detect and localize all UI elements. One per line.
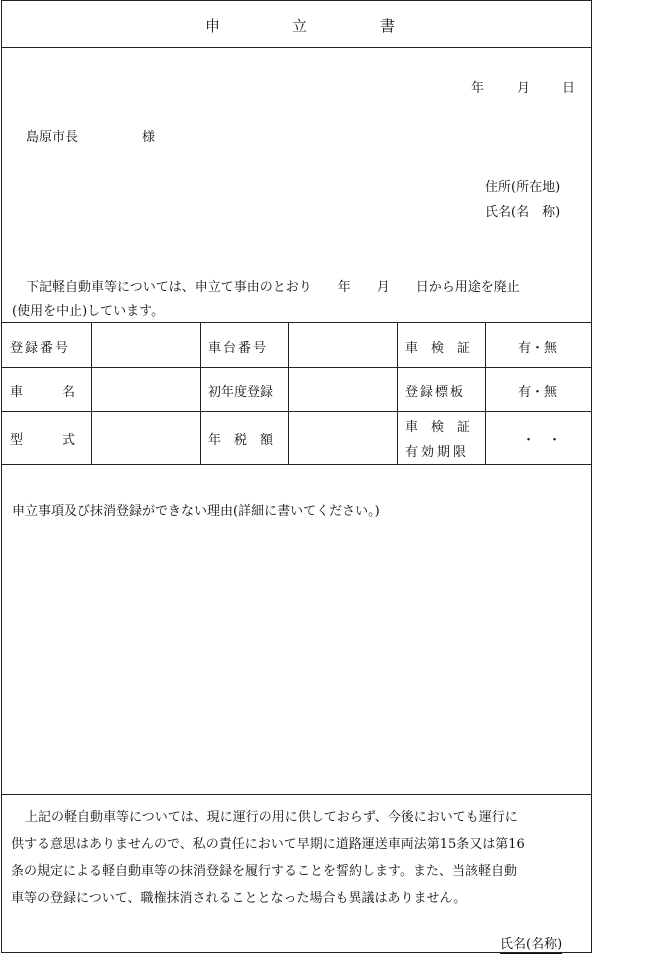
table-col-divider-5 — [485, 323, 486, 464]
annual-tax-label: 年 税 額 — [208, 433, 274, 448]
title-char-2: 立 — [292, 17, 308, 35]
chassis-number-label: 車台番号 — [208, 341, 269, 356]
statement-line-2: (使用を中止)しています。 — [12, 304, 165, 319]
reg-plate-label: 登録標板 — [405, 385, 466, 400]
statement-line-1: 下記軽自動車等については、申立て事由のとおり 年 月 日から用途を廃止 — [26, 280, 520, 295]
table-col-divider-1 — [91, 323, 92, 464]
title-char-3: 書 — [380, 17, 396, 35]
title-char-1: 申 — [205, 17, 221, 35]
pledge-line-2: 供する意思はありませんので、私の責任において早期に道路運送車両法第15条又は第16 — [11, 837, 525, 852]
cert-valid-label-2: 有効期限 — [405, 445, 470, 460]
reg-plate-yes-no: 有・無 — [518, 385, 558, 400]
addressee-honorific: 様 — [142, 130, 156, 145]
signature-label: 氏名(名称) — [500, 933, 562, 954]
pledge-line-1: 上記の軽自動車等については、現に運行の用に供しておらず、今後においても運行に — [25, 810, 518, 825]
vehicle-info-table — [2, 322, 591, 465]
pledge-line-3: 条の規定による軽自動車等の抹消登録を履行することを誓約します。また、当該軽自動 — [11, 864, 517, 879]
addressee-name: 島原市長 — [26, 130, 79, 145]
inspection-cert-yes-no: 有・無 — [518, 341, 558, 356]
reason-label: 申立事項及び抹消登録ができない理由(詳細に書いてください。) — [12, 504, 380, 519]
application-form — [1, 0, 592, 953]
date-month: 月 — [517, 81, 531, 96]
inspection-cert-label: 車 検 証 — [405, 341, 471, 356]
address-label: 住所(所在地) — [485, 180, 561, 195]
table-col-divider-4 — [397, 323, 398, 464]
reason-section-divider — [2, 794, 591, 795]
car-name-label: 車 名 — [10, 385, 76, 400]
pledge-line-4: 車等の登録について、職権抹消されることとなった場合も異議はありません。 — [11, 891, 467, 906]
first-registration-label: 初年度登録 — [208, 385, 274, 400]
name-label: 氏名(名 称) — [485, 205, 561, 220]
cert-valid-label-1: 車 検 証 — [405, 420, 471, 435]
title-bar — [2, 1, 591, 48]
table-col-divider-3 — [288, 323, 289, 464]
reg-number-label: 登録番号 — [10, 341, 71, 356]
date-day: 日 — [562, 81, 576, 96]
table-col-divider-2 — [200, 323, 201, 464]
model-label: 型 式 — [10, 433, 76, 448]
cert-valid-date-dots: ・ ・ — [522, 433, 562, 448]
date-year: 年 — [471, 81, 485, 96]
